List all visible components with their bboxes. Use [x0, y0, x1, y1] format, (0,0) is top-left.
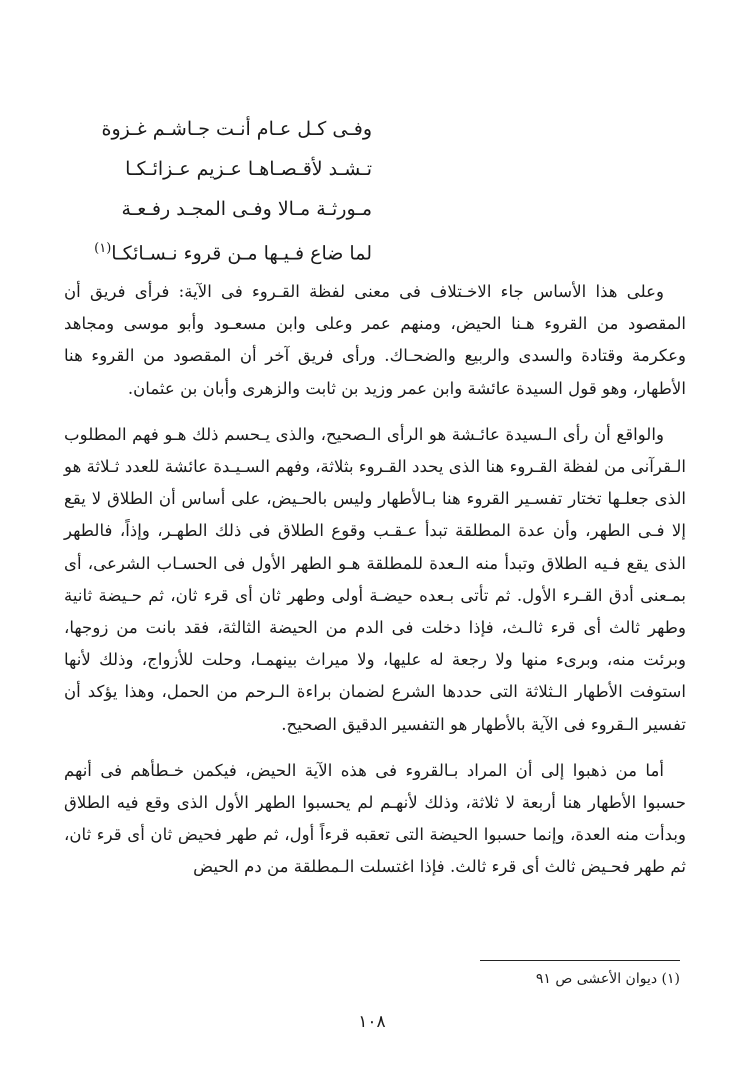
poem-verse-text: لما ضاع فـيـها مـن قروء نـسـائكـا — [111, 242, 372, 265]
poem-verse: تـشـد لأقـصـاهـا عـزيم عـزائـكـا — [125, 158, 372, 180]
page-number: ١٠٨ — [358, 1012, 386, 1032]
paragraph: والواقع أن رأى الـسيدة عائـشة هو الرأى الـصحيح، والذى يـحسم ذلك هـو فهم المطلوب الـقرآنى من لفظة القـروء هنا الذى يحدد القـروء بثلاثة، وفهم السـيـدة عائشة للعدد ثـلاثة هو الذى جعلـها تختار تفسـير القروء هنا بـالأطهار وليس بالحـيض، على أساس أن الطلاق لا يقع إلا فـى الطهر، وأن عدة المطلقة تبدأ عـقـب وقوع الطلاق فى ذلك الطهـر، وإذاً، فالطهر الذى يقع فـيه الطلاق وتبدأ منه الـعدة للمطلقة هـو الطهر الأول فى الحسـاب الشرعى، أى بمـعنى أدق القـرء الأول. ثم تأتى بـعده حيضـة أولى وطهر ثان أى قرء ثان، ثم حـيضة ثانية وطهر ثالث أى قرء ثالـث، فإذا دخلت فى الدم من الحيضة الثالثة، فقد بانت من زوجها، وبرئت منه، وبرىء منها ولا رجعة له عليها، ولا ميراث بينهمـا، وحلت للأزواج، وذلك لأنها استوفت الأطهار الـثلاثة التى حددها الشرع لضمان براءة الـرحم من الحمل، وهذا يؤكد أن تفسير الـقروء فى الآية بالأطهار هو التفسير الدقيق الصحيح. — [64, 424, 686, 734]
footnote-divider — [480, 960, 680, 961]
paragraph: وعلى هذا الأساس جاء الاخـتلاف فى معنى لفظة القـروء فى الآية: فرأى فريق أن المقصود من القروء هـنا الحيض، ومنهم عمر وعلى وابن مسعـود وأبو موسى ومجاهد وعكرمة وقتادة والسدى والربيع والضحـاك. ورأى فريق آخر أن المقصود من القروء هنا الأطهار، وهو قول السيدة عائشة وابن عمر وزيد بن ثابت والزهرى وأبان بن عثمان. — [64, 282, 686, 398]
poem-verse — [94, 234, 372, 268]
footnote: (١) ديوان الأعشى ص ٩١ — [535, 971, 680, 987]
paragraph: أما من ذهبوا إلى أن المراد بـالقروء فى هذه الآية الحيض، فيكمن خـطأهم فى أنهم حسبوا الأطهار هنا أربعة لا ثلاثة، وذلك لأنهـم لم يحسبوا الطهر الأول الذى وقع فيه الطلاق وبدأت منه العدة، وإنما حسبوا الحيضة التى تعقبه قرءاً أول، ثم طهر فحيض ثان أى قرء ثان، ثم طهر فحـيض ثالث أى قرء ثالث. فإذا اغتسلت الـمطلقة من دم الحيض — [64, 760, 686, 877]
poem-verse: مـورثـة مـالا وفـى المجـد رفـعـة — [121, 198, 372, 220]
poem-verse: وفـى كـل عـام أنـت جـاشـم غـزوة — [101, 118, 372, 140]
footnote-marker: (١) — [94, 241, 112, 256]
body-text — [64, 276, 686, 884]
